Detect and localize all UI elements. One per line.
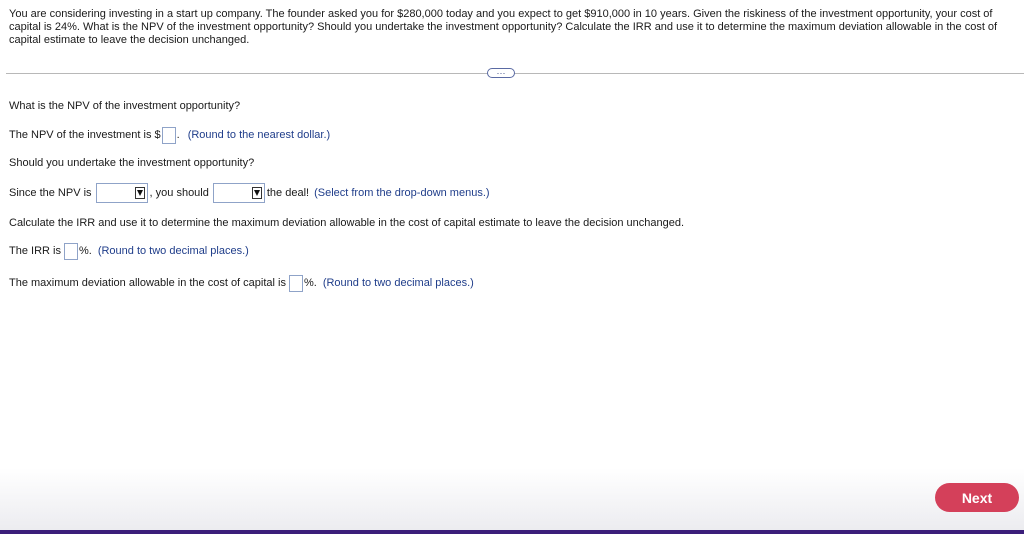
next-button[interactable]: Next: [935, 483, 1019, 512]
npv-answer-row: [9, 125, 330, 145]
deviation-input[interactable]: [289, 275, 303, 292]
deviation-answer-row: [9, 273, 474, 293]
deviation-hint: (Round to two decimal places.): [322, 277, 474, 289]
dropdown-arrow-icon: [135, 187, 145, 199]
footer-bar: [0, 468, 1024, 530]
should-text: , you should: [149, 187, 209, 199]
undertake-answer-row: [9, 183, 490, 203]
irr-question: Calculate the IRR and use it to determine the maximum deviation allowable in the cost of capital estimate to leave the decision unchanged.: [9, 217, 685, 229]
divider: [6, 73, 1024, 74]
npv-hint: (Round to the nearest dollar.): [187, 129, 331, 141]
dropdown-hint: (Select from the drop-down menus.): [314, 187, 490, 199]
undertake-question: Should you undertake the investment opportunity?: [9, 157, 255, 169]
deviation-prefix: The maximum deviation allowable in the cost of capital is: [9, 277, 286, 289]
irr-input[interactable]: [64, 243, 78, 260]
deal-text: the deal!: [266, 187, 310, 199]
dropdown-arrow-icon: [252, 187, 262, 199]
npv-question: What is the NPV of the investment opportunity?: [9, 100, 241, 112]
npv-sign-prefix: Since the NPV is: [9, 187, 92, 199]
deviation-suffix: %.: [303, 277, 317, 289]
problem-statement: You are considering investing in a start up company. The founder asked you for $280,000 today and you expect to get $910,000 in 10 years. Given the riskiness of the investment opportunity, your cost of capital is 24%. What is the NPV of the investment opportunity? Should you undertake the investment opportunity? Calculate the IRR and use it to determine the maximum deviation allowable in the cost of capital estimate to leave the decision unchanged.: [9, 8, 998, 46]
irr-suffix: %.: [78, 245, 92, 257]
npv-suffix: .: [176, 129, 180, 141]
npv-prefix: The NPV of the investment is $: [9, 129, 161, 141]
irr-hint: (Round to two decimal places.): [97, 245, 249, 257]
bottom-accent-bar: [0, 530, 1024, 534]
irr-prefix: The IRR is: [9, 245, 61, 257]
npv-sign-dropdown[interactable]: [96, 183, 148, 203]
npv-input[interactable]: [162, 127, 176, 144]
expand-more-button[interactable]: ···: [487, 68, 515, 78]
decision-dropdown[interactable]: [213, 183, 265, 203]
irr-answer-row: [9, 241, 249, 261]
